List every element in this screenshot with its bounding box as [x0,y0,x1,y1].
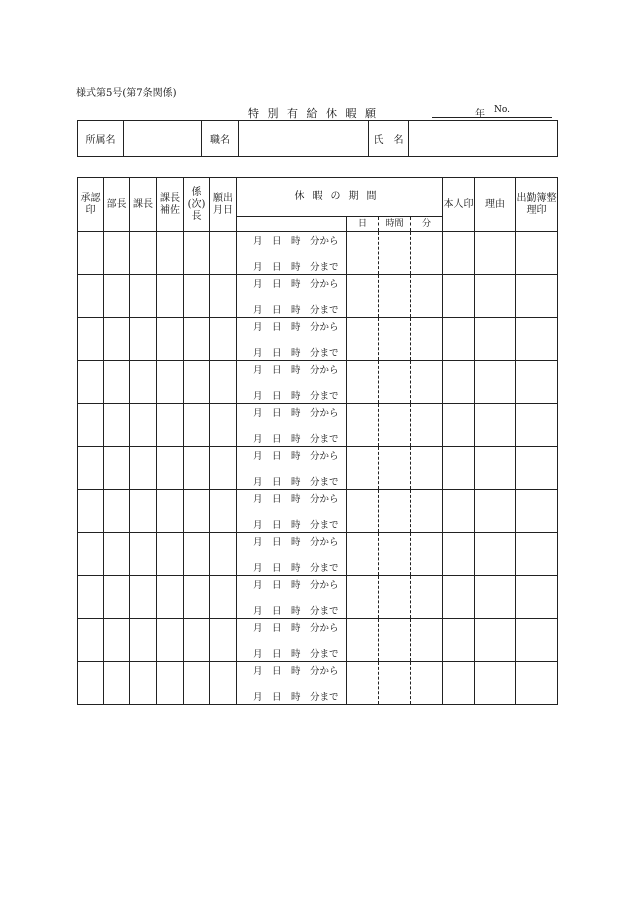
minutes-cell[interactable] [411,361,443,404]
dept-head-cell[interactable] [104,662,130,705]
subsection-chief-cell[interactable] [184,619,210,662]
assistant-chief-cell[interactable] [157,447,184,490]
leave-period-cell[interactable] [237,662,347,705]
subsection-chief-cell[interactable] [184,447,210,490]
days-cell[interactable] [347,232,379,275]
attendance-seal-cell[interactable] [516,275,558,318]
assistant-chief-cell[interactable] [157,619,184,662]
reason-cell[interactable] [475,361,516,404]
section-chief-cell[interactable] [130,318,157,361]
section-chief-cell[interactable] [130,576,157,619]
name-label: 氏 名 [369,121,409,157]
period-to-text: 月 日 時 分まで [253,348,339,359]
table-row [78,318,558,361]
approval-seal-cell[interactable] [78,662,104,705]
days-cell[interactable] [347,447,379,490]
attendance-seal-cell[interactable] [516,576,558,619]
table-row [78,662,558,705]
affiliation-label: 所属名 [78,121,124,157]
number-underline [432,117,552,118]
period-from-text: 月 日 時 分から [253,494,339,505]
reason-cell[interactable] [475,576,516,619]
section-chief-cell[interactable] [130,404,157,447]
period-from-text: 月 日 時 分から [253,408,339,419]
assistant-chief-cell[interactable] [157,662,184,705]
days-cell[interactable] [347,533,379,576]
approval-seal-cell[interactable] [78,447,104,490]
subsection-chief-cell[interactable] [184,490,210,533]
dept-head-cell[interactable] [104,447,130,490]
minutes-cell[interactable] [411,662,443,705]
section-chief-cell[interactable] [130,533,157,576]
request-date-cell[interactable] [210,490,237,533]
section-chief-cell[interactable] [130,361,157,404]
leave-period-cell[interactable] [237,447,347,490]
table-row [78,447,558,490]
subsection-chief-cell[interactable] [184,318,210,361]
section-chief-header: 課長 [130,178,157,232]
section-chief-cell[interactable] [130,619,157,662]
table-row [78,619,558,662]
approval-seal-cell[interactable] [78,533,104,576]
request-date-cell[interactable] [210,447,237,490]
request-date-cell[interactable] [210,275,237,318]
minutes-subheader: 分 [411,217,443,232]
request-date-cell[interactable] [210,619,237,662]
period-from-text: 月 日 時 分から [253,580,339,591]
dept-head-cell[interactable] [104,232,130,275]
leave-period-cell[interactable] [237,275,347,318]
applicant-info-table [77,120,558,157]
period-from-text: 月 日 時 分から [253,365,339,376]
leave-period-cell[interactable] [237,619,347,662]
subsection-chief-cell[interactable] [184,533,210,576]
year-label: 年 [475,109,485,120]
dept-head-header: 部長 [104,178,130,232]
dept-head-cell[interactable] [104,490,130,533]
approval-seal-cell[interactable] [78,576,104,619]
dept-head-cell[interactable] [104,275,130,318]
reason-cell[interactable] [475,533,516,576]
minutes-cell[interactable] [411,404,443,447]
approval-seal-cell[interactable] [78,275,104,318]
affiliation-field[interactable] [124,121,202,157]
applicant-seal-cell[interactable] [443,619,475,662]
minutes-cell[interactable] [411,533,443,576]
approval-seal-cell[interactable] [78,232,104,275]
attendance-seal-cell[interactable] [516,404,558,447]
reason-cell[interactable] [475,404,516,447]
request-date-cell[interactable] [210,361,237,404]
request-date-cell[interactable] [210,576,237,619]
request-date-cell[interactable] [210,232,237,275]
reason-cell[interactable] [475,662,516,705]
table-row [78,275,558,318]
approval-seal-cell[interactable] [78,318,104,361]
period-to-text: 月 日 時 分まで [253,692,339,703]
applicant-seal-cell[interactable] [443,318,475,361]
days-subheader: 日 [347,217,379,232]
dept-head-cell[interactable] [104,404,130,447]
attendance-seal-cell[interactable] [516,662,558,705]
subsection-chief-cell[interactable] [184,275,210,318]
minutes-cell[interactable] [411,447,443,490]
period-to-text: 月 日 時 分まで [253,563,339,574]
applicant-seal-cell[interactable] [443,404,475,447]
table-row [78,576,558,619]
reason-cell[interactable] [475,490,516,533]
table-row [78,533,558,576]
dept-head-cell[interactable] [104,619,130,662]
dept-head-cell[interactable] [104,361,130,404]
hours-cell[interactable] [379,404,411,447]
leave-period-cell[interactable] [237,404,347,447]
table-row [78,361,558,404]
applicant-seal-cell[interactable] [443,576,475,619]
applicant-seal-cell[interactable] [443,447,475,490]
period-to-text: 月 日 時 分まで [253,262,339,273]
leave-period-cell[interactable] [237,533,347,576]
days-cell[interactable] [347,275,379,318]
leave-period-header: 休暇の期間 [237,178,443,217]
request-date-cell[interactable] [210,533,237,576]
period-from-text: 月 日 時 分から [253,537,339,548]
reason-header: 理由 [475,178,516,232]
leave-period-cell[interactable] [237,318,347,361]
leave-rows [78,232,558,705]
period-from-text: 月 日 時 分から [253,279,339,290]
period-to-text: 月 日 時 分まで [253,649,339,660]
days-cell[interactable] [347,662,379,705]
attendance-seal-cell[interactable] [516,490,558,533]
period-to-text: 月 日 時 分まで [253,477,339,488]
approval-seal-cell[interactable] [78,361,104,404]
reason-cell[interactable] [475,447,516,490]
subsection-chief-cell[interactable] [184,361,210,404]
period-from-text: 月 日 時 分から [253,322,339,333]
assistant-chief-cell[interactable] [157,490,184,533]
leave-period-cell[interactable] [237,232,347,275]
period-to-text: 月 日 時 分まで [253,520,339,531]
form-title: 特別有給休暇願 [248,107,385,120]
applicant-seal-cell[interactable] [443,232,475,275]
table-row [78,490,558,533]
assistant-chief-cell[interactable] [157,318,184,361]
hours-cell[interactable] [379,619,411,662]
assistant-chief-header: 課長補佐 [157,178,184,232]
applicant-seal-header: 本人印 [443,178,475,232]
section-chief-cell[interactable] [130,275,157,318]
request-date-header: 願出月日 [210,178,237,232]
request-date-cell[interactable] [210,404,237,447]
hours-cell[interactable] [379,232,411,275]
dept-head-cell[interactable] [104,318,130,361]
days-cell[interactable] [347,404,379,447]
position-label: 職名 [202,121,239,157]
attendance-seal-cell[interactable] [516,533,558,576]
table-row [78,232,558,275]
position-field[interactable] [239,121,369,157]
section-chief-cell[interactable] [130,662,157,705]
assistant-chief-cell[interactable] [157,232,184,275]
attendance-seal-header: 出勤簿整理印 [516,178,558,232]
section-chief-cell[interactable] [130,447,157,490]
hours-cell[interactable] [379,275,411,318]
hours-cell[interactable] [379,361,411,404]
hours-cell[interactable] [379,490,411,533]
attendance-seal-cell[interactable] [516,619,558,662]
dept-head-cell[interactable] [104,576,130,619]
applicant-seal-cell[interactable] [443,490,475,533]
period-from-text: 月 日 時 分から [253,236,339,247]
minutes-cell[interactable] [411,576,443,619]
period-to-text: 月 日 時 分まで [253,305,339,316]
days-cell[interactable] [347,318,379,361]
dept-head-cell[interactable] [104,533,130,576]
reason-cell[interactable] [475,275,516,318]
minutes-cell[interactable] [411,619,443,662]
name-field[interactable] [409,121,558,157]
approval-seal-header: 承認印 [78,178,104,232]
request-date-cell[interactable] [210,662,237,705]
form-number: 様式第5号(第7条関係) [76,88,177,99]
subsection-chief-header: 係(次)長 [184,178,210,232]
period-from-text: 月 日 時 分から [253,623,339,634]
period-blank-subheader [237,217,347,232]
section-chief-cell[interactable] [130,490,157,533]
applicant-seal-cell[interactable] [443,361,475,404]
minutes-cell[interactable] [411,275,443,318]
minutes-cell[interactable] [411,318,443,361]
assistant-chief-cell[interactable] [157,361,184,404]
days-cell[interactable] [347,361,379,404]
period-from-text: 月 日 時 分から [253,451,339,462]
attendance-seal-cell[interactable] [516,232,558,275]
period-to-text: 月 日 時 分まで [253,391,339,402]
period-to-text: 月 日 時 分まで [253,434,339,445]
reason-cell[interactable] [475,318,516,361]
minutes-cell[interactable] [411,232,443,275]
number-label: No. [494,105,510,115]
hours-cell[interactable] [379,533,411,576]
attendance-seal-cell[interactable] [516,447,558,490]
assistant-chief-cell[interactable] [157,533,184,576]
days-cell[interactable] [347,619,379,662]
period-to-text: 月 日 時 分まで [253,606,339,617]
leave-request-table [77,177,558,705]
applicant-seal-cell[interactable] [443,662,475,705]
leave-period-cell[interactable] [237,490,347,533]
assistant-chief-cell[interactable] [157,275,184,318]
subsection-chief-cell[interactable] [184,404,210,447]
period-from-text: 月 日 時 分から [253,666,339,677]
minutes-cell[interactable] [411,490,443,533]
section-chief-cell[interactable] [130,232,157,275]
hours-cell[interactable] [379,318,411,361]
applicant-seal-cell[interactable] [443,275,475,318]
assistant-chief-cell[interactable] [157,404,184,447]
days-cell[interactable] [347,576,379,619]
approval-seal-cell[interactable] [78,619,104,662]
request-date-cell[interactable] [210,318,237,361]
attendance-seal-cell[interactable] [516,361,558,404]
applicant-seal-cell[interactable] [443,533,475,576]
leave-period-cell[interactable] [237,361,347,404]
subsection-chief-cell[interactable] [184,232,210,275]
table-row [78,404,558,447]
hours-cell[interactable] [379,662,411,705]
reason-cell[interactable] [475,619,516,662]
subsection-chief-cell[interactable] [184,662,210,705]
hours-subheader: 時間 [379,217,411,232]
approval-seal-cell[interactable] [78,490,104,533]
days-cell[interactable] [347,490,379,533]
hours-cell[interactable] [379,447,411,490]
approval-seal-cell[interactable] [78,404,104,447]
reason-cell[interactable] [475,232,516,275]
subsection-chief-cell[interactable] [184,576,210,619]
assistant-chief-cell[interactable] [157,576,184,619]
hours-cell[interactable] [379,576,411,619]
leave-period-cell[interactable] [237,576,347,619]
attendance-seal-cell[interactable] [516,318,558,361]
